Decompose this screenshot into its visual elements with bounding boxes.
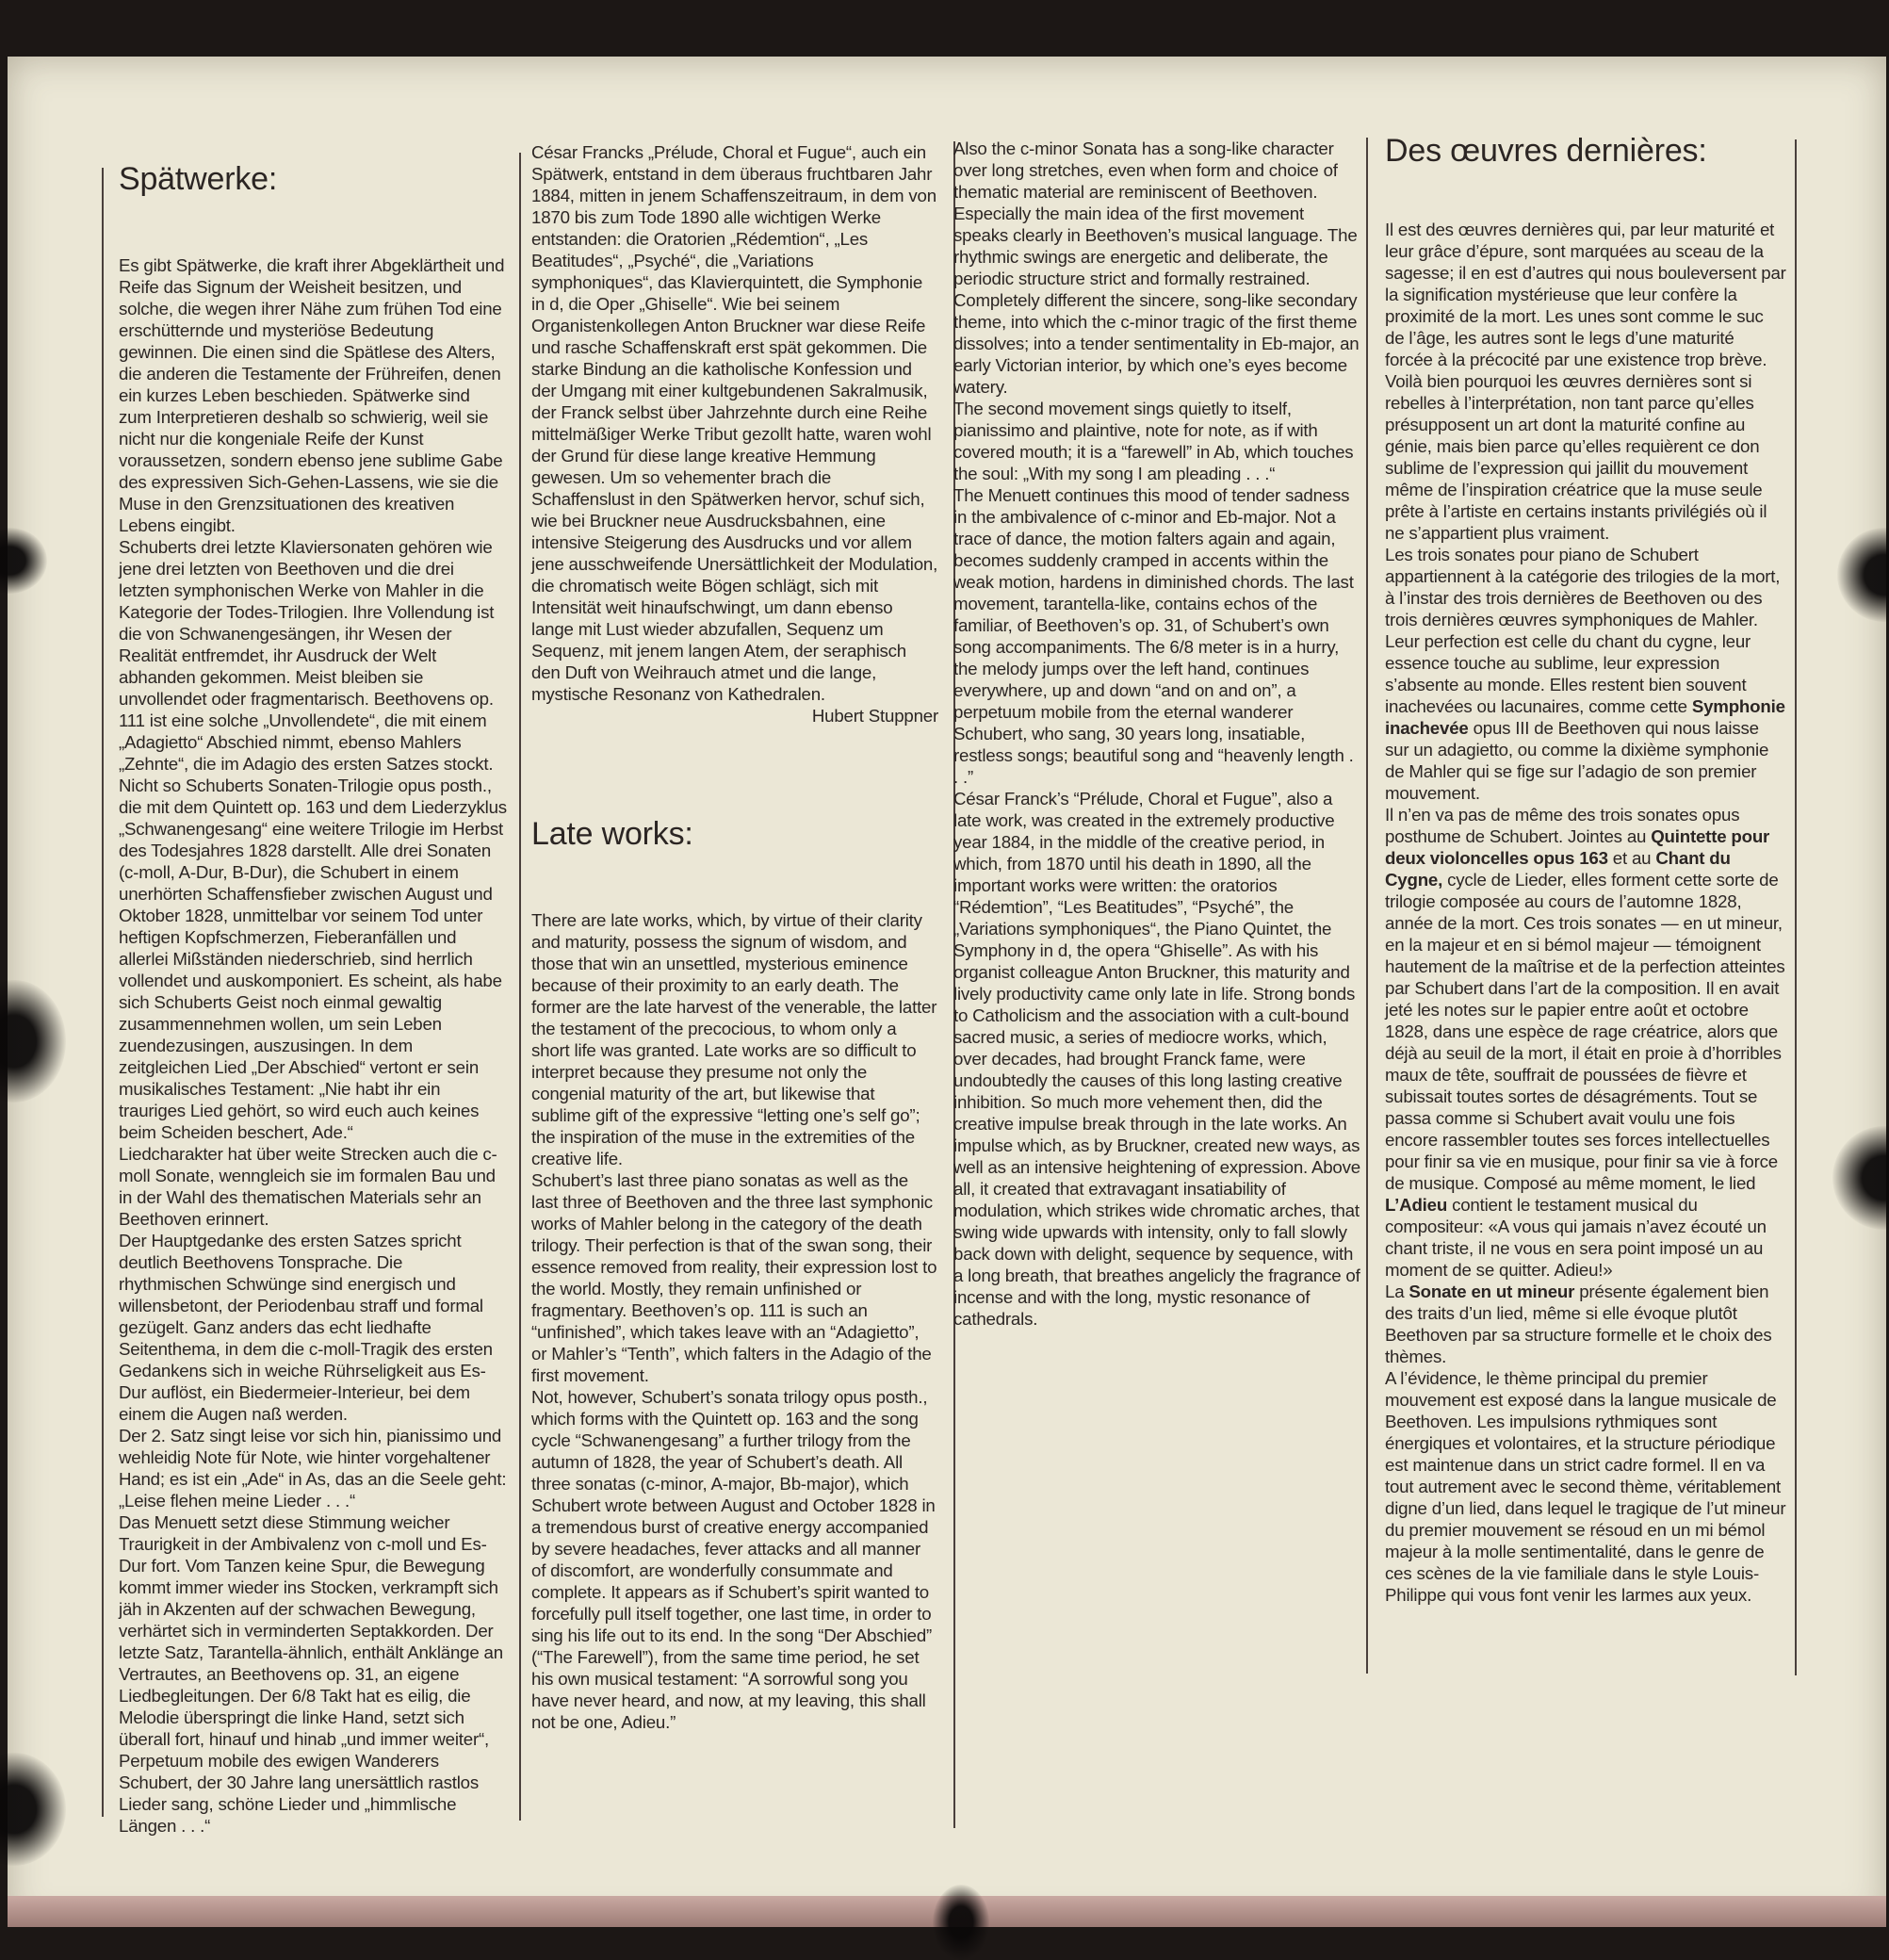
text-run: opus III de Beethoven qui nous laisse sur un adagietto, ou comme la dixième symphonie de Mahler qui se fige sur l’adagio de son premier mouvement. Il n’en va pas de même des trois sonates opus posthume de Schubert. Jointes au [1385, 718, 1769, 846]
column-rule [519, 153, 521, 1821]
body-german-franck: César Francks „Prélude, Choral et Fugue“, auch ein Spätwerk, entstand in dem überaus fruchtbaren Jahr 1884, mitten in jenem Schaffenszeitraum, in dem von 1870 bis zum Tode 1890 alle wichtigen Werke entstanden: die Oratorien „Rédemtion“, „Les Beatitudes“, „Psyché“, die „Variations symphoniques“, das Klavierquintett, die Symphonie in d, die Oper „Ghiselle“. Wie bei seinem Organistenkollegen Anton Bruckner war diese Reife und rasche Schaffenskraft erst spät gekommen. Die starke Bindung an die katholische Konfession und der Umgang mit einer kultgebundenen Sakralmusik, der Franck selbst über Jahrzehnte durch eine Reihe mittelmäßiger Werke Tribut gezollt hatte, waren wohl der Grund für diese lange kreative Hemmung gewesen. Um so vehementer brach die Schaffenslust in den Spätwerken hervor, schuf sich, wie bei Bruckner neue Ausdrucksbahnen, eine intensive Steigerung des Ausdrucks und vor allem jene ausschweifende Unersättlichkeit der Modulation, die chromatisch weite Bögen schlägt, sich mit Intensität weit hinaufschwingt, um dann ebenso lange mit Lust wieder abzufallen, Sequenz um Sequenz, mit jenem langen Atem, der seraphisch den Duft von Weihrauch atmet und die lange, mystische Resonanz von Kathedralen. [531, 142, 938, 704]
text-run: présente également bien des traits d’un lied, même si elle évoque plutôt Beethoven par sa structure formelle et le choix des thèmes. A l’évidence, le thème principal du premier mouvement est exposé dans la langue musicale de Beethoven. Les impulsions rythmiques sont énergiques et volontaires, et la structure périodique est maintenue dans un strict cadre formel. Il en va tout autrement avec le second thème, véritablement digne d’un lied, dans lequel le tragique de l’ut mineur du premier mouvement se résoud en un mi bémol majeur à la molle sentimentalité, dans le genre de ces scènes de la vie familiale dans le style Louis-Philippe qui vous font venir les larmes aux yeux. [1385, 1282, 1786, 1605]
heading-spaetwerke: Spätwerke: [119, 161, 278, 197]
column-rule [102, 168, 104, 1817]
text-run: Il est des œuvres dernières qui, par leur maturité et leur grâce d’épure, sont marquées au sceau de la sagesse; il en est d’autres qui nous bouleversent par la signification mystérieuse que leur confère la proximité de la mort. Les unes sont comme le suc de l’âge, les autres sont le legs d’une maturité forcée à la précocité par une existence trop brève. Voilà bien pourquoi les œuvres dernières sont si rebelles à l’interprétation, non tant parce qu’elles présupposent un art dont la maturité confine au génie, mais bien parce qu’elles requièrent ce don sublime de l’expression qui jaillit du mouvement même de l’inspiration créatrice que la muse seule prête à l’artiste en certains instants privilégiés où il ne s’appartient plus vraiment. Les trois sonates pour piano de Schubert appartiennent à la catégorie des trilogies de la mort, à l’instar des trois dernières de Beethoven ou des trois dernières œuvres symphoniques de Mahler. Leur perfection est celle du chant du cygne, leur essence touche au sublime, leur expression s’absente au monde. Elles restent bien souvent inachevées ou lacunaires, comme cette [1385, 220, 1786, 716]
work-title: Chant du Cygne, [1385, 848, 1731, 890]
body-french [1385, 219, 1786, 1606]
column-french [1385, 132, 1786, 1606]
body-english-continued: Also the c-minor Sonata has a song-like character over long stretches, even when form and choice of thematic material are reminiscent of Beethoven. Especially the main idea of the first movement speaks clearly in Beethoven’s musical language. The rhythmic swings are energetic and deliberate, the periodic structure strict and formally restrained. Completely different the sincere, song-like secondary theme, into which the c-minor tragic of the first theme dissolves; into a tender sentimentality in Eb-major, an early Victorian interior, by which one’s eyes become watery. The second movement sings quietly to itself, pianissimo and plaintive, note for note, as if with covered mouth; it is a “farewell” in Ab, which touches the soul: „With my song I am pleading . . .“ The Menuett continues this mood of tender sadness in the ambivalence of c-minor and Eb-major. Not a trace of dance, the motion falters again and again, becomes suddenly cramped in accents within the weak motion, hardens in diminished chords. The last movement, tarantella-like, contains echos of the familiar, of Beethoven’s op. 31, of Schubert’s own song accompaniments. The 6/8 meter is in a hurry, the melody jumps over the left hand, continues everywhere, up and down “and on and on”, a perpetuum mobile from the eternal wanderer Schubert, who sang, 30 years long, insatiable, restless songs; beautiful song and “heavenly length . . .” César Franck’s “Prélude, Choral et Fugue”, also a late work, was created in the extremely productive year 1884, in the middle of the creative period, in which, from 1870 until his death in 1890, all the important works were written: the oratorios “Rédemtion”, “Les Beatitudes”, “Psyché”, the „Variations symphoniques“, the Piano Quintet, the Symphony in d, the opera “Ghiselle”. As with his organist colleague Anton Bruckner, this maturity and lively productivity came only late in life. Strong bonds to Catholicism and the association with a cult-bound sacred music, a series of mediocre works, which, over decades, had brought Franck fame, were undoubtedly the causes of this long lasting creative inhibition. So much more vehement then, did the creative impulse break through in the late works. An impulse which, as by Bruckner, created new ways, as well as an intensive heightening of expression. Above all, it created that extravagant insatiability of modulation, which strikes wide chromatic arches, that swing wide upwards with intensity, only to fall slowly back down with delight, sequence by sequence, with a long breath, that breathes angelicly the fragrance of incense and with the long, mystic resonance of cathedrals. [953, 139, 1360, 1329]
body-english: There are late works, which, by virtue of their clarity and maturity, possess the signum of wisdom, and those that win an unsettled, mysterious eminence because of their proximity to an early death. The former are the late harvest of the venerable, the latter the testament of the precocious, to whom only a short life was granted. Late works are so difficult to interpret because they presume not only the congenial maturity of the art, but likewise that sublime gift of the expressive “letting one’s self go”; the inspiration of the muse in the extremities of the creative life. Schubert’s last three piano sonatas as well as the last three of Beethoven and the three last symphonic works of Mahler belong in the category of the death trilogy. Their perfection is that of the swan song, their essence removed from reality, their expression lost to the world. Mostly, they remain unfinished or fragmentary. Beethoven’s op. 111 is such an “unfinished”, which takes leave with an “Adagietto”, or Mahler’s “Tenth”, which falters in the Adagio of the first movement. Not, however, Schubert’s sonata trilogy opus posth., which forms with the Quintett op. 163 and the song cycle “Schwanengesang” a further trilogy from the autumn of 1828, the year of Schubert’s death. All three sonatas (c-minor, A-major, Bb-major), which Schubert wrote between August and October 1828 in a tremendous burst of creative energy accompanied by severe headaches, fever attacks and all manner of discomfort, are wonderfully consummate and complete. It appears as if Schubert’s spirit wanted to forcefully pull itself together, one last time, in order to sing his life out to its end. In the song “Der Abschied” (“The Farewell”), from the same time period, he set his own musical testament: “A sorrowful song you have never heard, and now, at my leaving, this shall not be one, Adieu.” [531, 910, 937, 1732]
column-german-english [531, 141, 938, 1733]
text-run: contient le testament musical du compositeur: «A vous qui jamais n’avez écouté un chant triste, il ne vous en sera point imposé un au moment de se quitter. Adieu!» La [1385, 1195, 1767, 1301]
column-english [953, 138, 1360, 1330]
clip-shadow [933, 1885, 989, 1960]
column-rule [1795, 139, 1797, 1675]
work-title: Quintette pour deux violoncelles opus 163 [1385, 826, 1770, 868]
heading-oeuvres-dernieres: Des œuvres dernières: [1385, 133, 1707, 169]
text-run: cycle de Lieder, elles forment cette sorte de trilogie composée au cours de l’automne 1828, année de la mort. Ces trois sonates — en ut mineur, en la majeur et en si bémol majeur — témoignent hautement de la maîtrise et de la perfection atteintes par Schubert dans l’art de la composition. Il en avait jeté les notes sur le papier entre août et octobre 1828, dans une espèce de rage créatrice, alors que déjà au seuil de la mort, il était en proie à d’horribles maux de tête, souffrait de poussées de fièvre et subissait toutes sortes de désagréments. Tout se passa comme si Schubert avait voulu une fois encore rassembler toutes ses forces intellectuelles pour finir sa vie en musique, pour finir sa vie à force de musique. Composé au même moment, le lied [1385, 870, 1785, 1193]
column-rule [1366, 138, 1368, 1674]
heading-late-works: Late works: [531, 816, 693, 852]
body-german: Es gibt Spätwerke, die kraft ihrer Abgeklärtheit und Reife das Signum der Weisheit besitzen, und solche, die wegen ihrer Nähe zum frühen Tod eine erschütternde und mysteriöse Bedeutung gewinnen. Die einen sind die Spätlese des Alters, die anderen die Testamente der Frühreifen, denen ein kurzes Leben beschieden. Spätwerke sind zum Interpretieren deshalb so schwierig, weil sie nicht nur die kongeniale Reife der Kunst voraussetzen, sondern ebenso jene sublime Gabe des expressiven Sich-Gehen-Lassens, wie sie die Muse in den Grenzsituationen des kreativen Lebens eingibt. Schuberts drei letzte Klaviersonaten gehören wie jene drei letzten von Beethoven und die drei letzten symphonischen Werke von Mahler in die Kategorie der Todes-Trilogien. Ihre Vollendung ist die von Schwanengesängen, ihr Wesen der Realität entfremdet, ihr Ausdruck der Welt abhanden gekommen. Meist bleiben sie unvollendet oder fragmentarisch. Beethovens op. 111 ist eine solche „Unvollendete“, die mit einem „Adagietto“ Abschied nimmt, ebenso Mahlers „Zehnte“, die im Adagio des ersten Satzes stockt. Nicht so Schuberts Sonaten-Trilogie opus posth., die mit dem Quintett op. 163 und dem Liederzyklus „Schwanengesang“ eine weitere Trilogie im Herbst des Todesjahres 1828 darstellt. Alle drei Sonaten (c-moll, A-Dur, B-Dur), die Schubert in einem unerhörten Schaffensfieber zwischen August und Oktober 1828, unmittelbar vor seinem Tod unter heftigen Kopfschmerzen, Fieberanfällen und allerlei Mißständen niederschrieb, sind herrlich vollendet und auskomponiert. Es scheint, als habe sich Schuberts Geist noch einmal gewaltig zusammennehmen wollen, um sein Leben zuendezusingen, auszusingen. In dem zeitgleichen Lied „Der Abschied“ vertont er sein musikalisches Testament: „Nie habt ihr ein trauriges Lied gehört, so wird euch auch keines beim Scheiden beschert, Ade.“ Liedcharakter hat über weite Strecken auch die c-moll Sonate, wenngleich sie im formalen Bau und in der Wahl des thematischen Materials sehr an Beethoven erinnert. Der Hauptgedanke des ersten Satzes spricht deutlich Beethovens Tonsprache. Die rhythmischen Schwünge sind energisch und willensbetont, der Periodenbau straff und formal gezügelt. Ganz anders das echt liedhafte Seitenthema, in dem die c-moll-Tragik des ersten Gedankens sich in weiche Rührseligkeit aus Es-Dur auflöst, ein Biedermeier-Interieur, bei dem einem die Augen naß werden. Der 2. Satz singt leise vor sich hin, pianissimo und wehleidig Note für Note, wie hinter vorgehaltener Hand; es ist ein „Ade“ in As, das an die Seele geht: „Leise flehen meine Lieder . . .“ Das Menuett setzt diese Stimmung weicher Traurigkeit in der Ambivalenz von c-moll und Es-Dur fort. Vom Tanzen keine Spur, die Bewegung kommt immer wieder ins Stocken, verkrampft sich jäh in Akzenten auf der schwachen Bewegung, verhärtet sich in verminderten Septakkorden. Der letzte Satz, Tarantella-ähnlich, enthält Anklänge an Vertrautes, an Beethovens op. 31, an eigene Liedbegleitungen. Der 6/8 Takt hat es eilig, die Melodie überspringt die linke Hand, setzt sich überall fort, hinauf und hinab „und immer weiter“, Perpetuum mobile des ewigen Wanderers Schubert, der 30 Jahre lang unersättlich rastlos Lieder sang, schöne Lieder und „himmlische Längen . . .“ [119, 255, 507, 1836]
column-german [119, 160, 507, 1837]
author-signature: Hubert Stuppner [811, 706, 938, 726]
work-title: Sonate en ut mineur [1409, 1282, 1575, 1301]
work-title: Symphonie inachevée [1385, 696, 1785, 738]
text-run: et au [1607, 848, 1656, 868]
work-title: L’Adieu [1385, 1195, 1448, 1215]
